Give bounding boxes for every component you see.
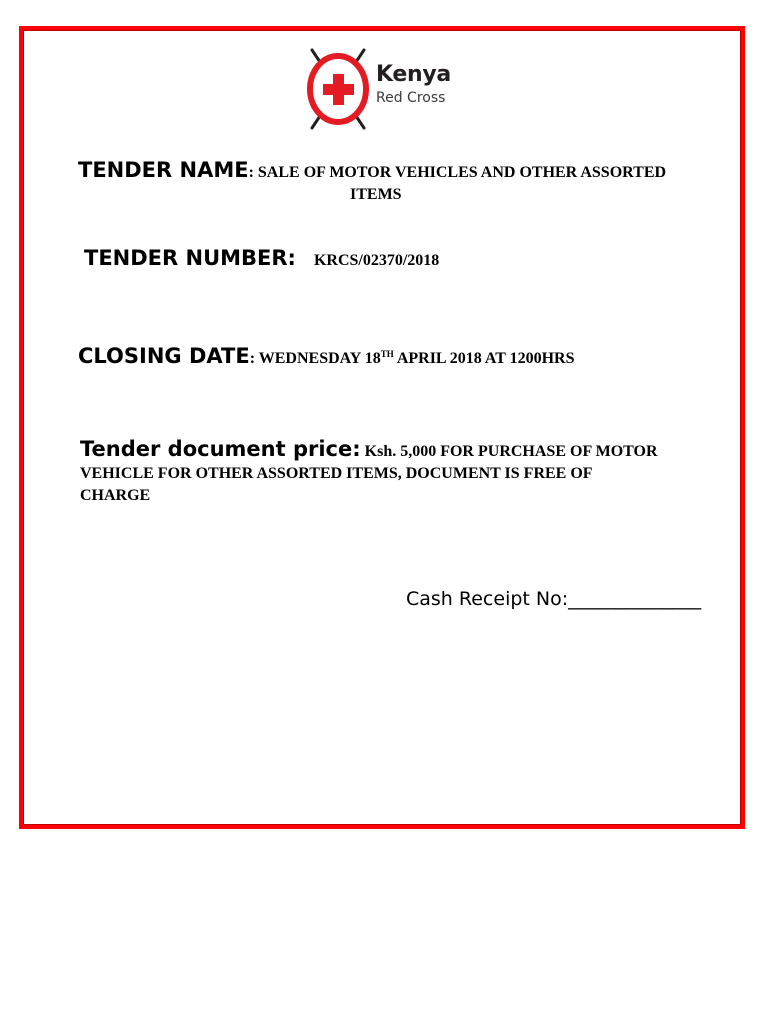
document-price-value-line2: VEHICLE FOR OTHER ASSORTED ITEMS, DOCUMENT IS FREE OF bbox=[80, 465, 593, 482]
tender-number-label: TENDER NUMBER: bbox=[84, 246, 296, 270]
logo-subtitle: Red Cross bbox=[376, 90, 446, 106]
closing-date-value bbox=[259, 350, 575, 367]
closing-date-separator: : bbox=[249, 350, 259, 367]
closing-date-label: CLOSING DATE bbox=[78, 344, 250, 368]
tender-name-separator: : bbox=[248, 164, 258, 181]
document-price-value-line3: CHARGE bbox=[80, 487, 151, 504]
tender-name-value-line2: ITEMS bbox=[350, 186, 402, 203]
document-price-label: Tender document price: bbox=[80, 437, 361, 461]
page-border bbox=[19, 26, 745, 829]
tender-number-section bbox=[84, 246, 439, 270]
document-price-section bbox=[80, 438, 730, 507]
cash-receipt-field[interactable]: Cash Receipt No:______________ bbox=[406, 588, 702, 610]
tender-name-label: TENDER NAME bbox=[78, 158, 249, 182]
tender-name-value: SALE OF MOTOR VEHICLES AND OTHER ASSORTED bbox=[257, 164, 667, 181]
red-cross-shield-icon bbox=[300, 44, 376, 132]
closing-date-ordinal: TH bbox=[380, 349, 394, 359]
logo-title: Kenya bbox=[376, 62, 451, 87]
tender-name-section bbox=[78, 158, 738, 182]
document-price-value-line1: Ksh. 5,000 FOR PURCHASE OF MOTOR bbox=[360, 443, 658, 460]
tender-number-value: KRCS/02370/2018 bbox=[313, 252, 440, 269]
closing-date-section bbox=[78, 344, 574, 368]
closing-date-day: WEDNESDAY 18 bbox=[258, 350, 381, 367]
closing-date-rest: APRIL 2018 AT 1200HRS bbox=[393, 350, 575, 367]
kenya-red-cross-logo bbox=[300, 44, 458, 132]
